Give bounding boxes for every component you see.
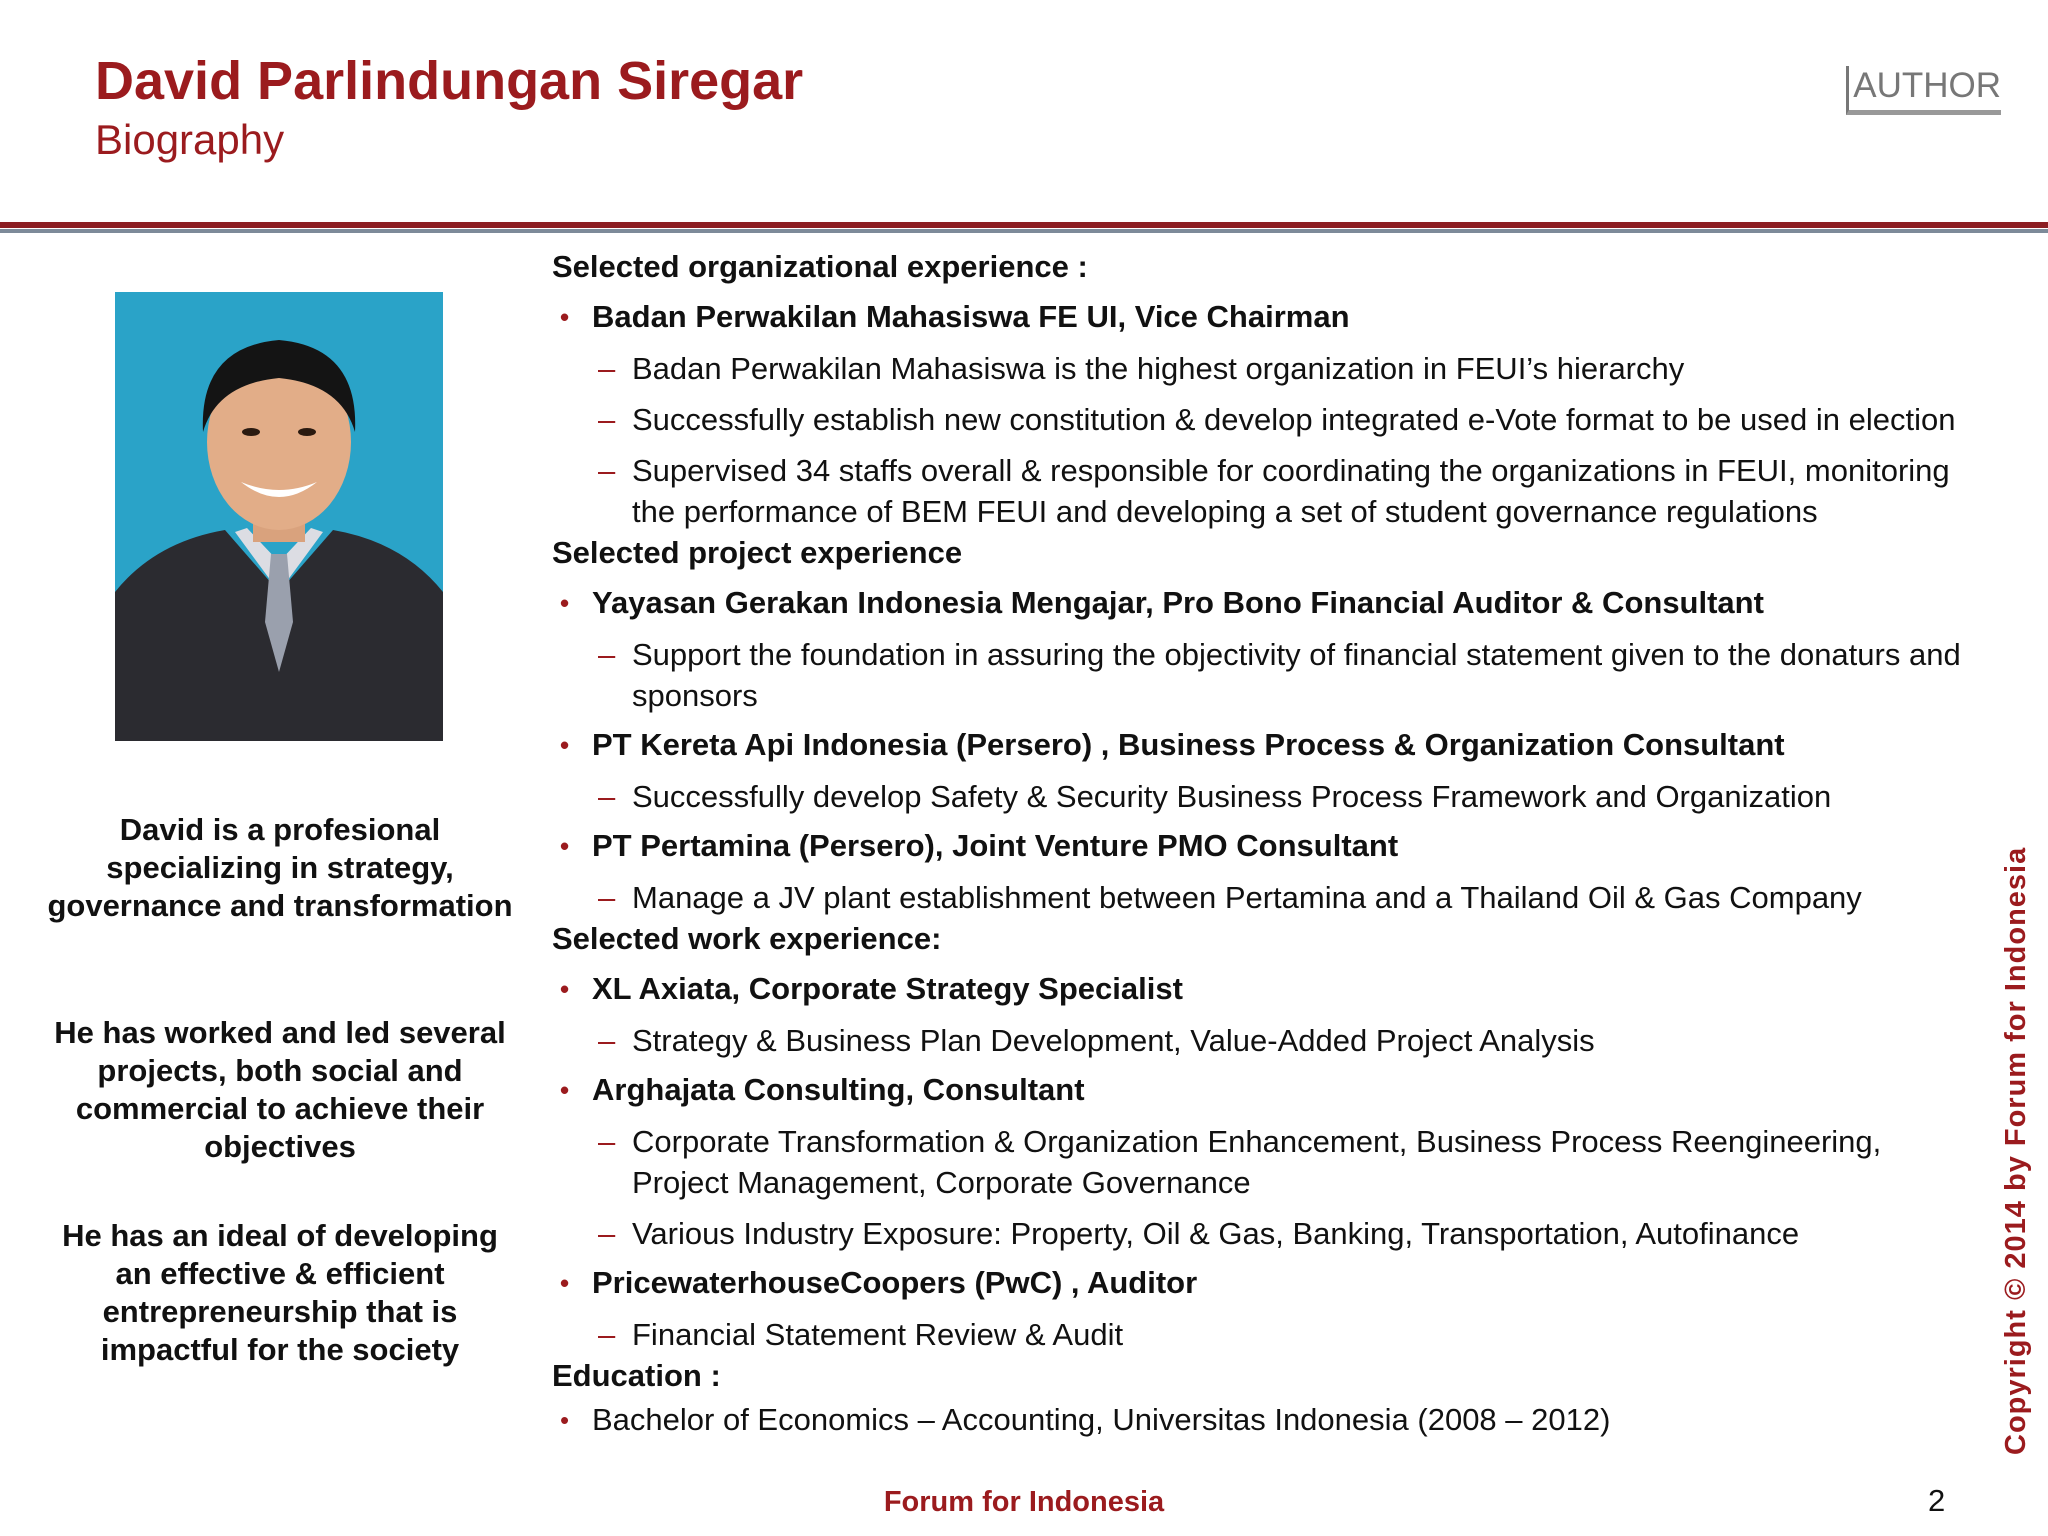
page-number: 2 xyxy=(1928,1483,1946,1518)
sub-item-text: Supervised 34 staffs overall & responsible for coordinating the organizations in FEUI, monitoring the performance of BEM FEUI and developing a set of student governance regulations xyxy=(632,453,1950,529)
bullet-item xyxy=(552,296,1972,338)
dash-icon: – xyxy=(598,1124,616,1159)
summary-specialization: David is a profesional specializing in strategy, governance and transformation xyxy=(47,812,513,923)
sub-item-text: Badan Perwakilan Mahasiswa is the highest organization in FEUI’s hierarchy xyxy=(632,351,1685,386)
dash-icon: – xyxy=(598,1023,616,1058)
dash-icon: – xyxy=(598,779,616,814)
footer-org: Forum for Indonesia xyxy=(883,1486,1165,1518)
copyright-notice: Copyright © 2014 by Forum for Indonesia xyxy=(2000,846,2032,1455)
education-text: Bachelor of Economics – Accounting, Universitas Indonesia (2008 – 2012) xyxy=(592,1402,1611,1437)
section-heading-work: Selected work experience: xyxy=(552,921,942,956)
bullet-icon: • xyxy=(560,1405,570,1435)
bullet-item xyxy=(552,724,1972,766)
bullet-icon: • xyxy=(560,730,570,760)
author-tag: AUTHOR xyxy=(1846,66,2001,115)
bullet-icon: • xyxy=(560,1075,570,1105)
dash-icon: – xyxy=(598,402,616,437)
sub-item xyxy=(552,1020,1972,1061)
sub-item xyxy=(552,1213,1972,1254)
sub-item-text: Corporate Transformation & Organization Enhancement, Business Process Reengineering, Project Management, Corporate Governance xyxy=(632,1124,1882,1200)
experience-title: PT Pertamina (Persero), Joint Venture PMO Consultant xyxy=(592,828,1399,863)
header-rule-grey xyxy=(0,229,2048,233)
sub-item xyxy=(552,399,1972,440)
page-subtitle: Biography xyxy=(95,116,285,163)
experience-title: XL Axiata, Corporate Strategy Specialist xyxy=(592,971,1183,1006)
bullet-item xyxy=(552,582,1972,624)
summary-ideal: He has an ideal of developing an effective & efficient entrepreneurship that is impactful for the society xyxy=(62,1218,498,1367)
biography-content xyxy=(552,246,1972,1441)
experience-title: PricewaterhouseCoopers (PwC) , Auditor xyxy=(592,1265,1198,1300)
bullet-item xyxy=(552,1069,1972,1111)
bullet-item xyxy=(552,1262,1972,1304)
bullet-icon: • xyxy=(560,1268,570,1298)
section-heading-project: Selected project experience xyxy=(552,535,963,570)
dash-icon: – xyxy=(598,1317,616,1352)
bullet-item xyxy=(552,1399,1972,1441)
bullet-item xyxy=(552,825,1972,867)
section-heading-organizational: Selected organizational experience : xyxy=(552,249,1088,284)
bullet-item xyxy=(552,968,1972,1010)
sub-item xyxy=(552,1314,1972,1355)
summary-projects: He has worked and led several projects, both social and commercial to achieve their objectives xyxy=(54,1015,506,1164)
bullet-icon: • xyxy=(560,831,570,861)
page-title: David Parlindungan Siregar xyxy=(95,51,804,111)
dash-icon: – xyxy=(598,1216,616,1251)
sub-item xyxy=(552,877,1972,918)
experience-title: Badan Perwakilan Mahasiswa FE UI, Vice Chairman xyxy=(592,299,1350,334)
sub-item xyxy=(552,634,1972,716)
sub-item-text: Financial Statement Review & Audit xyxy=(632,1317,1124,1352)
sub-item xyxy=(552,348,1972,389)
sub-item xyxy=(552,776,1972,817)
bullet-icon: • xyxy=(560,974,570,1004)
bullet-icon: • xyxy=(560,588,570,618)
sub-item-text: Various Industry Exposure: Property, Oil & Gas, Banking, Transportation, Autofinance xyxy=(632,1216,1800,1251)
sub-item xyxy=(552,1121,1972,1203)
experience-title: Arghajata Consulting, Consultant xyxy=(592,1072,1085,1107)
section-heading-education: Education : xyxy=(552,1358,721,1393)
header-rule-red xyxy=(0,222,2048,228)
profile-photo xyxy=(115,292,443,741)
dash-icon: – xyxy=(598,351,616,386)
sub-item-text: Strategy & Business Plan Development, Value-Added Project Analysis xyxy=(632,1023,1595,1058)
sub-item-text: Successfully establish new constitution & develop integrated e-Vote format to be used in election xyxy=(632,402,1956,437)
dash-icon: – xyxy=(598,880,616,915)
sub-item-text: Successfully develop Safety & Security Business Process Framework and Organization xyxy=(632,779,1832,814)
sub-item-text: Support the foundation in assuring the objectivity of financial statement given to the donaturs and sponsors xyxy=(632,637,1961,713)
experience-title: Yayasan Gerakan Indonesia Mengajar, Pro Bono Financial Auditor & Consultant xyxy=(592,585,1764,620)
dash-icon: – xyxy=(598,637,616,672)
bullet-icon: • xyxy=(560,302,570,332)
experience-title: PT Kereta Api Indonesia (Persero) , Business Process & Organization Consultant xyxy=(592,727,1785,762)
sub-item-text: Manage a JV plant establishment between Pertamina and a Thailand Oil & Gas Company xyxy=(632,880,1862,915)
sub-item xyxy=(552,450,1972,532)
dash-icon: – xyxy=(598,453,616,488)
